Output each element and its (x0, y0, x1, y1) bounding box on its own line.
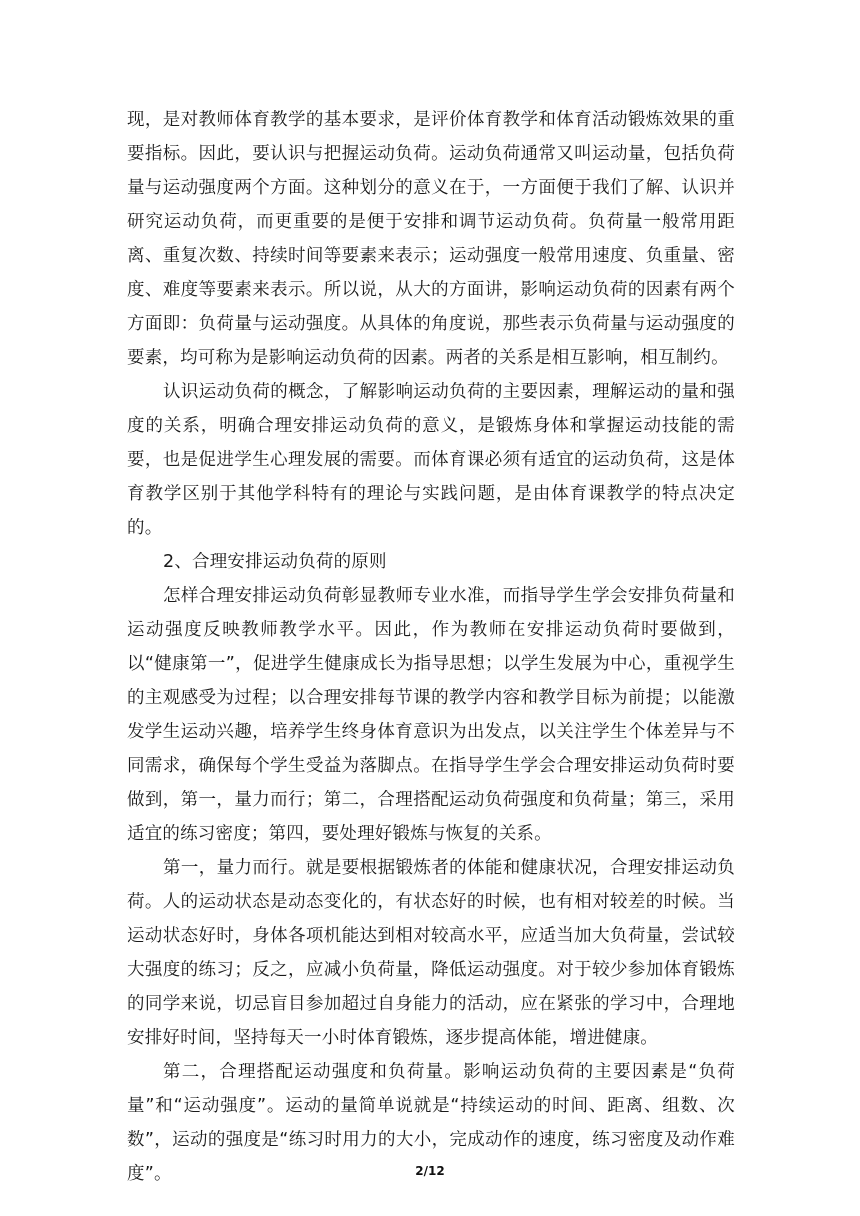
page-number: 2/12 (415, 1164, 445, 1178)
paragraph-3: 怎样合理安排运动负荷彰显教师专业水准，而指导学生学会安排负荷量和运动强度反映教师教学水平。因此，作为教师在安排运动负荷时要做到，以“健康第一”，促进学生健康成长为指导思想；以学生发展为中心，重视学生的主观感受为过程；以合理安排每节课的教学内容和教学目标为前提；以能激发学生运动兴趣，培养学生终身体育意识为出发点，以关注学生个体差异与不同需求，确保每个学生受益为落脚点。在指导学生学会合理安排运动负荷时要做到，第一，量力而行；第二，合理搭配运动负荷强度和负荷量；第三，采用适宜的练习密度；第四，要处理好锻炼与恢复的关系。 (127, 586, 735, 844)
paragraph-4: 第一，量力而行。就是要根据锻炼者的体能和健康状况，合理安排运动负荷。人的运动状态是动态变化的，有状态好的时候，也有相对较差的时候。当运动状态好时，身体各项机能达到相对较高水平，应适当加大负荷量，尝试较大强度的练习；反之，应减小负荷量，降低运动强度。对于较少参加体育锻炼的同学来说，切忌盲目参加超过自身能力的活动，应在紧张的学习中，合理地安排好时间，坚持每天一小时体育锻炼，逐步提高体能，增进健康。 (127, 858, 735, 1048)
document-body (127, 103, 735, 1191)
paragraph-1: 现，是对教师体育教学的基本要求，是评价体育教学和体育活动锻炼效果的重要指标。因此，要认识与把握运动负荷。运动负荷通常又叫运动量，包括负荷量与运动强度两个方面。这种划分的意义在于，一方面便于我们了解、认识并研究运动负荷，而更重要的是便于安排和调节运动负荷。负荷量一般常用距离、重复次数、持续时间等要素来表示；运动强度一般常用速度、负重量、密度、难度等要素来表示。所以说，从大的方面讲，影响运动负荷的因素有两个方面即：负荷量与运动强度。从具体的角度说，那些表示负荷量与运动强度的要素，均可称为是影响运动负荷的因素。两者的关系是相互影响，相互制约。 (127, 110, 735, 368)
paragraph-5: 第二，合理搭配运动强度和负荷量。影响运动负荷的主要因素是“负荷量”和“运动强度”。运动的量简单说就是“持续运动的时间、距离、组数、次数”，运动的强度是“练习时用力的大小，完成动作的速度，练习密度及动作难度”。 (127, 1062, 735, 1184)
paragraph-2: 认识运动负荷的概念，了解影响运动负荷的主要因素，理解运动的量和强度的关系，明确合理安排运动负荷的意义，是锻炼身体和掌握运动技能的需要，也是促进学生心理发展的需要。而体育课必须有适宜的运动负荷，这是体育教学区别于其他学科特有的理论与实践问题，是由体育课教学的特点决定的。 (127, 382, 735, 538)
section-heading: 2、合理安排运动负荷的原则 (163, 552, 387, 572)
